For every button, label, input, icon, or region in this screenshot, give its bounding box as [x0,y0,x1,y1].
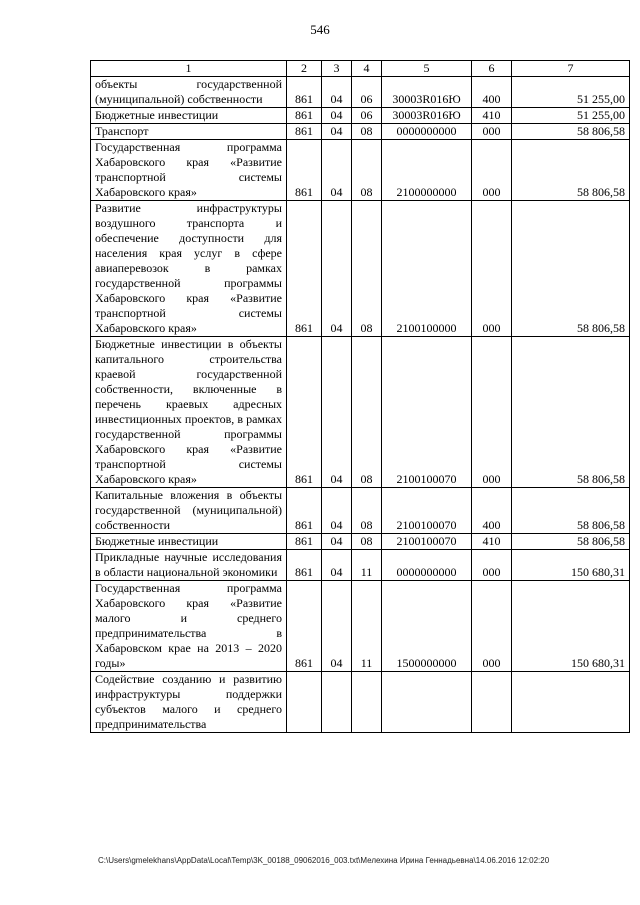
row-code-5: 30003R016Ю [382,77,472,108]
row-code-5: 0000000000 [382,550,472,581]
budget-table [90,60,630,733]
row-code-5: 0000000000 [382,124,472,140]
row-code-3: 04 [322,140,352,201]
table-row [91,108,630,124]
table-row [91,77,630,108]
row-code-6: 000 [472,201,512,337]
row-amount: 58 806,58 [512,337,630,488]
row-name: Капитальные вложения в объекты государственной (муниципальной) собственности [91,488,287,534]
row-name: Транспорт [91,124,287,140]
row-code-4: 11 [352,581,382,672]
row-name: Развитие инфраструктуры воздушного транспорта и обеспечение доступности для населения края услуг в сфере авиаперевозок в рамках государственной программы Хабаровского края «Развитие транспортной системы Хабаровского края» [91,201,287,337]
row-code-6 [472,672,512,733]
row-code-3: 04 [322,488,352,534]
row-code-2: 861 [287,550,322,581]
table-row [91,550,630,581]
row-code-6: 400 [472,488,512,534]
table-row [91,337,630,488]
row-code-6: 000 [472,581,512,672]
row-amount: 58 806,58 [512,488,630,534]
row-code-5: 30003R016Ю [382,108,472,124]
header-cell: 6 [472,61,512,77]
row-name: Содействие созданию и развитию инфраструктуры поддержки субъектов малого и среднего предпринимательства [91,672,287,733]
row-code-4: 08 [352,534,382,550]
row-code-6: 000 [472,124,512,140]
row-code-5 [382,672,472,733]
row-code-4: 08 [352,201,382,337]
row-code-3: 04 [322,337,352,488]
row-code-2: 861 [287,201,322,337]
row-code-2: 861 [287,534,322,550]
table-row [91,201,630,337]
row-amount: 58 806,58 [512,124,630,140]
row-code-5: 2100100070 [382,534,472,550]
table-header-row [91,61,630,77]
document-footer-path: C:\Users\gmelekhans\AppData\Local\Temp\3K_00188_09062016_003.txt\Мелехина Ирина Геннадьевна\14.06.2016 12:02:20 [98,856,550,865]
header-cell: 7 [512,61,630,77]
row-code-2 [287,672,322,733]
row-code-6: 410 [472,534,512,550]
row-code-2: 861 [287,488,322,534]
row-name: Государственная программа Хабаровского края «Развитие малого и среднего предпринимательства в Хабаровском крае на 2013 – 2020 годы» [91,581,287,672]
header-cell: 2 [287,61,322,77]
row-name: Бюджетные инвестиции [91,534,287,550]
row-code-4: 08 [352,488,382,534]
table-row [91,672,630,733]
row-code-3: 04 [322,550,352,581]
row-amount: 150 680,31 [512,550,630,581]
row-name: Бюджетные инвестиции в объекты капитального строительства краевой государственной собственности, включенные в перечень краевых адресных инвестиционных проектов, в рамках государственной программы Хабаровского края «Развитие транспортной системы Хабаровского края» [91,337,287,488]
row-code-3: 04 [322,201,352,337]
header-cell: 1 [91,61,287,77]
row-code-2: 861 [287,337,322,488]
row-code-3 [322,672,352,733]
page-number: 546 [310,22,330,37]
row-amount: 51 255,00 [512,77,630,108]
row-code-2: 861 [287,77,322,108]
row-amount: 58 806,58 [512,534,630,550]
row-code-5: 2100000000 [382,140,472,201]
row-amount: 58 806,58 [512,140,630,201]
row-code-5: 2100100000 [382,201,472,337]
row-name: Бюджетные инвестиции [91,108,287,124]
row-code-3: 04 [322,124,352,140]
row-code-6: 000 [472,140,512,201]
row-amount: 58 806,58 [512,201,630,337]
row-code-3: 04 [322,534,352,550]
row-code-4: 06 [352,108,382,124]
row-code-2: 861 [287,140,322,201]
row-code-2: 861 [287,581,322,672]
row-code-6: 410 [472,108,512,124]
table-row [91,124,630,140]
row-code-2: 861 [287,108,322,124]
row-code-4 [352,672,382,733]
row-code-4: 08 [352,124,382,140]
row-code-3: 04 [322,108,352,124]
header-cell: 4 [352,61,382,77]
row-code-5: 1500000000 [382,581,472,672]
row-code-4: 06 [352,77,382,108]
row-name: Государственная программа Хабаровского края «Развитие транспортной системы Хабаровского края» [91,140,287,201]
row-code-3: 04 [322,581,352,672]
row-amount [512,672,630,733]
row-code-2: 861 [287,124,322,140]
header-cell: 3 [322,61,352,77]
row-amount: 51 255,00 [512,108,630,124]
row-code-6: 000 [472,550,512,581]
table-row [91,488,630,534]
row-code-4: 08 [352,337,382,488]
row-name: объекты государственной (муниципальной) собственности [91,77,287,108]
row-code-5: 2100100070 [382,488,472,534]
table-row [91,534,630,550]
row-code-4: 11 [352,550,382,581]
table-row [91,140,630,201]
row-code-6: 000 [472,337,512,488]
row-code-3: 04 [322,77,352,108]
row-code-6: 400 [472,77,512,108]
row-amount: 150 680,31 [512,581,630,672]
row-code-5: 2100100070 [382,337,472,488]
row-name: Прикладные научные исследования в области национальной экономики [91,550,287,581]
table-row [91,581,630,672]
header-cell: 5 [382,61,472,77]
row-code-4: 08 [352,140,382,201]
